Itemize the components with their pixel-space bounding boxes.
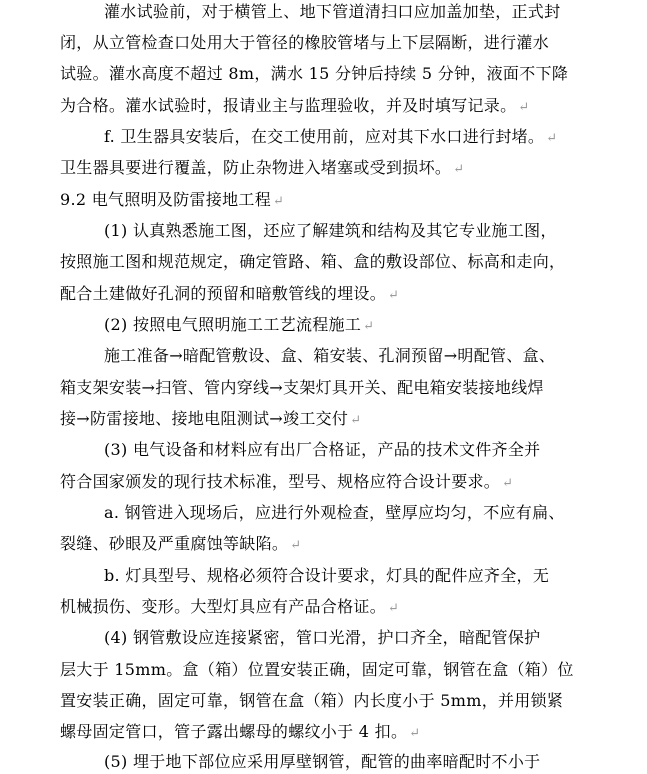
paragraph-mark: ↵ — [388, 288, 400, 303]
text-line: 按照施工图和规范规定，确定管路、箱、盒的敷设部位、标高和走向， — [60, 252, 566, 271]
text-line: 裂缝、砂眼及严重腐蚀等缺陷。 ↵ — [60, 534, 302, 553]
text-line: 置安装正确，固定可靠，钢管在盒（箱）内长度小于 5mm，并用锁紧 — [60, 691, 564, 710]
paragraph-mark: ↵ — [388, 601, 400, 616]
text-line: 层大于 15mm。盒（箱）位置安装正确，固定可靠，钢管在盒（箱）位 — [60, 660, 574, 679]
paragraph-mark: ↵ — [290, 538, 302, 553]
text-line: 施工准备→暗配管敷设、盒、箱安装、孔洞预留→明配管、盒、 — [104, 346, 556, 365]
text-line: 接→防雷接地、接地电阻测试→竣工交付 ↵ — [60, 409, 362, 428]
paragraph-mark: ↵ — [546, 131, 558, 146]
text-line: (5) 埋于地下部位应采用厚壁钢管，配管的曲率暗配时不小于 — [104, 752, 541, 771]
text-line: 符合国家颁发的现行技术标准，型号、规格应符合设计要求。 ↵ — [60, 472, 514, 491]
text-line: 箱支架安装→扫管、管内穿线→支架灯具开关、配电箱安装接地线焊 — [60, 378, 544, 397]
text-line: a. 钢管进入现场后，应进行外观检查，壁厚应均匀，不应有扁、 — [104, 503, 565, 522]
text-line: 配合土建做好孔洞的预留和暗敷管线的埋设。 ↵ — [60, 284, 400, 303]
paragraph-mark: ↵ — [518, 100, 530, 115]
text-line: (3) 电气设备和材料应有出厂合格证，产品的技术文件齐全并 — [104, 440, 541, 459]
text-line: 螺母固定管口，管子露出螺母的螺纹小于 4 扣。 ↵ — [60, 722, 421, 741]
text-line: 试验。灌水高度不超过 8m，满水 15 分钟后持续 5 分钟，液面不下降 — [60, 64, 569, 83]
text-line: (2) 按照电气照明施工工艺流程施工 ↵ — [104, 315, 375, 334]
paragraph-mark: ↵ — [363, 319, 375, 334]
text-line: f. 卫生器具安装后，在交工使用前，应对其下水口进行封堵。 ↵ — [104, 127, 558, 146]
text-line: 为合格。灌水试验时，报请业主与监理验收，并及时填写记录。 ↵ — [60, 96, 530, 115]
text-line: (4) 钢管敷设应连接紧密，管口光滑，护口齐全，暗配管保护 — [104, 628, 541, 647]
section-heading: 9.2 电气照明及防雷接地工程 ↵ — [60, 190, 285, 209]
text-line: 机械损伤、变形。大型灯具应有产品合格证。 ↵ — [60, 597, 400, 616]
paragraph-mark: ↵ — [350, 413, 362, 428]
paragraph-mark: ↵ — [453, 162, 465, 177]
paragraph-mark: ↵ — [502, 476, 514, 491]
text-line: 灌水试验前，对于横管上、地下管道清扫口应加盖加垫，正式封 — [104, 2, 561, 21]
paragraph-mark: ↵ — [409, 726, 421, 741]
text-line: 卫生器具要进行覆盖，防止杂物进入堵塞或受到损坏。 ↵ — [60, 158, 465, 177]
text-line: b. 灯具型号、规格必须符合设计要求，灯具的配件应齐全，无 — [104, 566, 550, 585]
text-line: 闭，从立管检查口处用大于管径的橡胶管堵与上下层隔断，进行灌水 — [60, 33, 550, 52]
text-line: (1) 认真熟悉施工图，还应了解建筑和结构及其它专业施工图， — [104, 221, 557, 240]
paragraph-mark: ↵ — [273, 194, 285, 209]
